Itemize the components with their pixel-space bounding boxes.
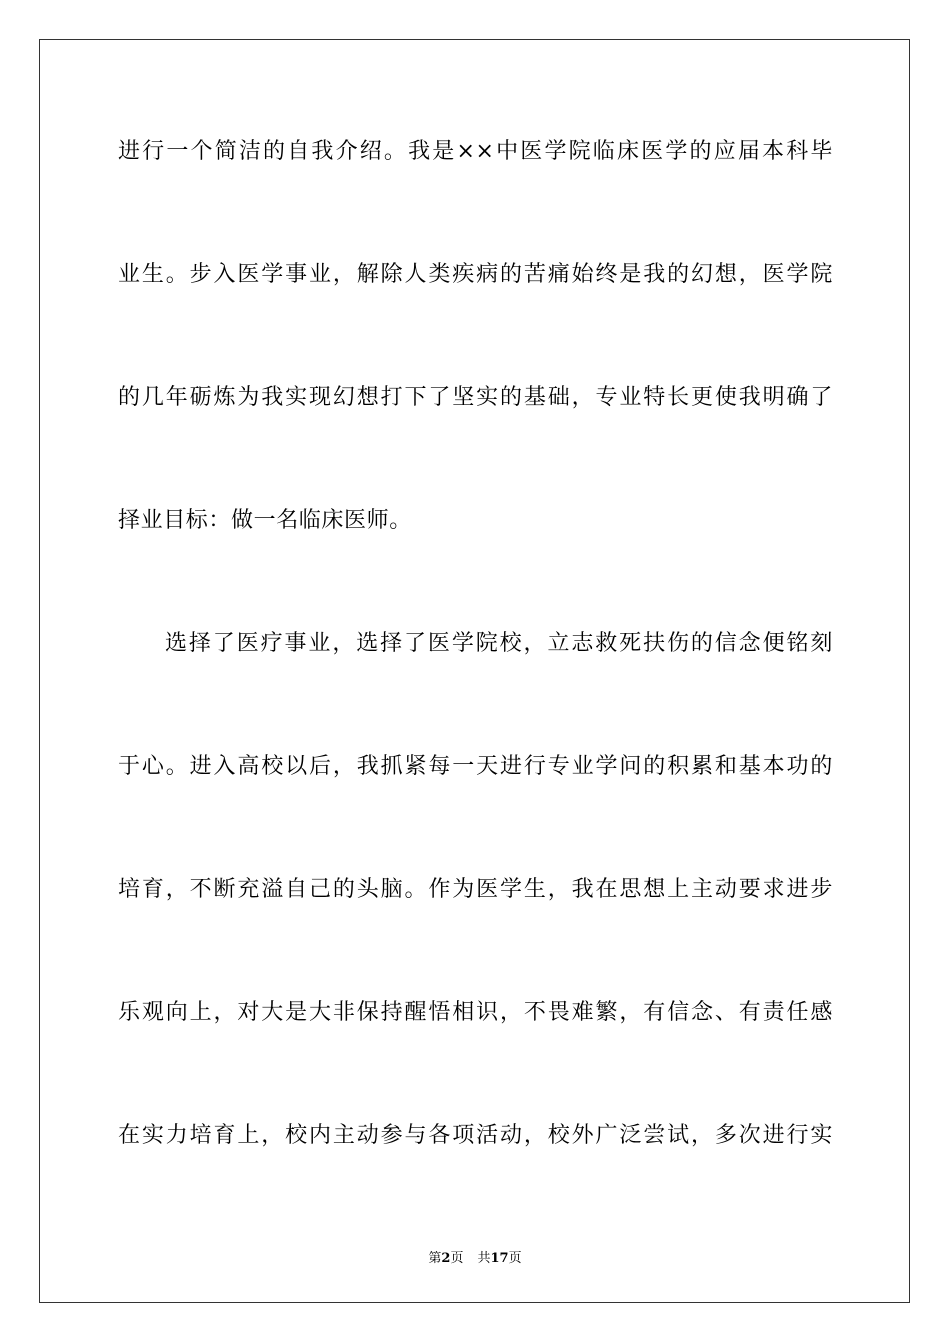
paragraph-line: 择业目标：做一名临床医师。 (118, 508, 412, 533)
paragraph-line: 乐观向上，对大是大非保持醒悟相识，不畏难繁，有信念、有责任感 (118, 1000, 833, 1025)
page-footer (0, 1247, 950, 1266)
page-border (39, 39, 910, 1303)
page-prefix: 第 (428, 1251, 442, 1266)
total-suffix: 页 (508, 1251, 522, 1266)
paragraph-line: 于心。进入高校以后，我抓紧每一天进行专业学问的积累和基本功的 (118, 754, 833, 779)
paragraph-line: 培育，不断充溢自己的头脑。作为医学生，我在思想上主动要求进步 (118, 877, 833, 902)
total-prefix: 共 (477, 1251, 491, 1266)
paragraph-line: 业生。步入医学事业，解除人类疾病的苦痛始终是我的幻想，医学院 (118, 262, 833, 287)
page-suffix: 页 (450, 1251, 464, 1266)
paragraph-line: 的几年砺炼为我实现幻想打下了坚实的基础，专业特长更使我明确了 (118, 385, 833, 410)
paragraph-line: 进行一个简洁的自我介绍。我是××中医学院临床医学的应届本科毕 (118, 139, 833, 164)
page-number: 2 (441, 1251, 451, 1266)
paragraph-line: 在实力培育上，校内主动参与各项活动，校外广泛尝试，多次进行实 (118, 1123, 833, 1148)
total-pages: 17 (490, 1251, 509, 1266)
paragraph-line: 选择了医疗事业，选择了医学院校，立志救死扶伤的信念便铭刻 (165, 631, 833, 656)
